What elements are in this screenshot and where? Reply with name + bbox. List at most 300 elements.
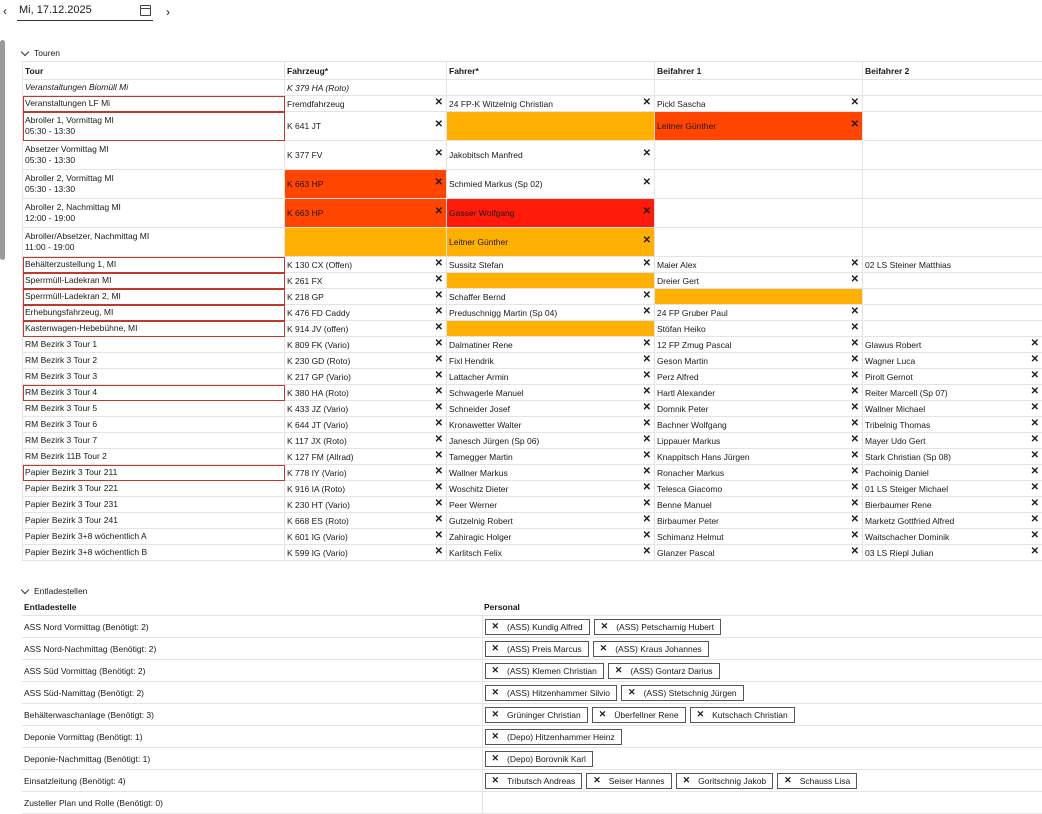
beifahrer-1-cell[interactable] <box>655 385 863 401</box>
remove-icon[interactable]: ✕ <box>1031 547 1039 557</box>
fahrer-cell[interactable] <box>447 353 655 369</box>
remove-icon[interactable]: ✕ <box>643 435 651 445</box>
remove-icon[interactable]: ✕ <box>851 451 859 461</box>
fahrer-cell[interactable] <box>447 529 655 545</box>
remove-icon[interactable]: ✕ <box>643 355 651 365</box>
remove-icon[interactable]: ✕ <box>435 467 443 477</box>
beifahrer-2-value: Pirolt Gernot <box>865 372 913 382</box>
remove-icon[interactable]: ✕ <box>628 687 636 698</box>
remove-icon[interactable]: ✕ <box>492 621 500 632</box>
fahrzeug-cell[interactable] <box>285 289 447 305</box>
fahrzeug-cell[interactable] <box>285 199 447 228</box>
column-header-beifahrer-2: Beifahrer 2 <box>863 62 1042 80</box>
tour-name-cell[interactable] <box>23 305 285 321</box>
fahrzeug-value: K 914 JV (offen) <box>287 324 348 334</box>
beifahrer-1-cell[interactable] <box>655 401 863 417</box>
fahrzeug-cell[interactable] <box>285 401 447 417</box>
fahrzeug-cell[interactable] <box>285 273 447 289</box>
remove-icon[interactable]: ✕ <box>1031 499 1039 509</box>
remove-icon[interactable]: ✕ <box>435 291 443 301</box>
personal-cell[interactable] <box>482 770 1042 792</box>
beifahrer-1-cell[interactable] <box>655 199 863 228</box>
fahrzeug-value: K 377 FV <box>287 150 322 160</box>
remove-icon[interactable]: ✕ <box>435 339 443 349</box>
personal-chip[interactable] <box>621 685 744 701</box>
remove-icon[interactable]: ✕ <box>851 259 859 269</box>
tour-name: Papier Bezirk 3+8 wöchentlich B <box>25 547 282 558</box>
fahrzeug-cell[interactable] <box>285 353 447 369</box>
remove-icon[interactable]: ✕ <box>643 483 651 493</box>
tour-name: Veranstaltungen LF Mi <box>25 98 282 109</box>
fahrzeug-cell[interactable] <box>285 305 447 321</box>
beifahrer-2-cell[interactable] <box>863 465 1042 481</box>
remove-icon[interactable]: ✕ <box>435 483 443 493</box>
personal-chip[interactable] <box>485 641 589 657</box>
fahrer-cell[interactable] <box>447 80 655 96</box>
remove-icon[interactable]: ✕ <box>435 435 443 445</box>
beifahrer-2-cell[interactable] <box>863 337 1042 353</box>
remove-icon[interactable]: ✕ <box>643 207 651 217</box>
remove-icon[interactable]: ✕ <box>643 499 651 509</box>
beifahrer-1-cell[interactable] <box>655 321 863 337</box>
beifahrer-1-cell[interactable] <box>655 369 863 385</box>
beifahrer-1-value: Glanzer Pascal <box>657 548 715 558</box>
beifahrer-2-cell[interactable] <box>863 369 1042 385</box>
remove-icon[interactable]: ✕ <box>851 355 859 365</box>
entladestelle-row <box>22 792 1042 814</box>
personal-chip[interactable] <box>592 707 686 723</box>
fahrer-cell[interactable] <box>447 449 655 465</box>
tour-name-cell[interactable] <box>23 417 285 433</box>
beifahrer-2-cell[interactable] <box>863 513 1042 529</box>
remove-icon[interactable]: ✕ <box>435 515 443 525</box>
previous-day-button[interactable]: ‹ <box>0 4 10 18</box>
fahrer-cell[interactable] <box>447 112 655 141</box>
fahrzeug-cell[interactable] <box>285 545 447 561</box>
fahrer-cell[interactable] <box>447 96 655 112</box>
beifahrer-2-value: Wallner Michael <box>865 404 925 414</box>
remove-icon[interactable]: ✕ <box>851 531 859 541</box>
fahrer-cell[interactable] <box>447 257 655 273</box>
remove-icon[interactable]: ✕ <box>1031 419 1039 429</box>
beifahrer-2-cell[interactable] <box>863 401 1042 417</box>
beifahrer-2-value: Glawus Robert <box>865 340 921 350</box>
tour-name-cell[interactable] <box>23 96 285 112</box>
beifahrer-2-cell[interactable] <box>863 433 1042 449</box>
beifahrer-2-cell[interactable] <box>863 497 1042 513</box>
remove-icon[interactable]: ✕ <box>435 419 443 429</box>
remove-icon[interactable]: ✕ <box>435 531 443 541</box>
personal-name: Grüninger Christian <box>507 710 581 720</box>
remove-icon[interactable]: ✕ <box>1031 355 1039 365</box>
remove-icon[interactable]: ✕ <box>435 355 443 365</box>
remove-icon[interactable]: ✕ <box>643 451 651 461</box>
fahrer-cell[interactable] <box>447 465 655 481</box>
fahrzeug-cell[interactable] <box>285 257 447 273</box>
personal-cell[interactable] <box>482 616 1042 638</box>
beifahrer-2-cell[interactable] <box>863 321 1042 337</box>
tour-name-cell[interactable] <box>23 385 285 401</box>
fahrer-cell[interactable] <box>447 401 655 417</box>
fahrzeug-value: K 130 CX (Offen) <box>287 260 352 270</box>
beifahrer-1-cell[interactable] <box>655 80 863 96</box>
remove-icon[interactable]: ✕ <box>492 753 500 764</box>
fahrzeug-cell[interactable] <box>285 228 447 257</box>
personal-chip[interactable] <box>594 619 721 635</box>
fahrzeug-cell[interactable] <box>285 170 447 199</box>
remove-icon[interactable]: ✕ <box>851 275 859 285</box>
beifahrer-1-value: Schimanz Helmut <box>657 532 724 542</box>
remove-icon[interactable]: ✕ <box>435 178 443 188</box>
tour-name-cell[interactable] <box>23 257 285 273</box>
beifahrer-2-cell[interactable] <box>863 417 1042 433</box>
remove-icon[interactable]: ✕ <box>851 403 859 413</box>
beifahrer-2-value: Wagner Luca <box>865 356 915 366</box>
remove-icon[interactable]: ✕ <box>643 178 651 188</box>
beifahrer-1-cell[interactable] <box>655 353 863 369</box>
beifahrer-1-cell[interactable] <box>655 305 863 321</box>
beifahrer-2-cell[interactable] <box>863 80 1042 96</box>
remove-icon[interactable]: ✕ <box>851 98 859 108</box>
fahrzeug-cell[interactable] <box>285 529 447 545</box>
tour-name: RM Bezirk 11B Tour 2 <box>25 451 282 462</box>
beifahrer-1-value: Domnik Peter <box>657 404 709 414</box>
beifahrer-1-cell[interactable] <box>655 337 863 353</box>
tour-name-cell[interactable] <box>23 481 285 497</box>
personal-chip[interactable] <box>485 707 588 723</box>
personal-chip[interactable] <box>586 773 671 789</box>
beifahrer-1-value: Ronacher Markus <box>657 468 724 478</box>
beifahrer-1-value: Hartl Alexander <box>657 388 715 398</box>
remove-icon[interactable]: ✕ <box>851 515 859 525</box>
personal-chip[interactable] <box>485 663 604 679</box>
beifahrer-1-cell[interactable] <box>655 449 863 465</box>
remove-icon[interactable]: ✕ <box>643 387 651 397</box>
beifahrer-1-cell[interactable] <box>655 141 863 170</box>
entladestellen-section-toggle[interactable] <box>22 585 87 597</box>
tour-name-cell[interactable] <box>23 545 285 561</box>
tour-row <box>23 305 1042 321</box>
remove-icon[interactable]: ✕ <box>492 775 500 786</box>
remove-icon[interactable]: ✕ <box>851 499 859 509</box>
remove-icon[interactable]: ✕ <box>601 621 609 632</box>
remove-icon[interactable]: ✕ <box>615 665 623 676</box>
calendar-icon[interactable] <box>140 5 151 16</box>
remove-icon[interactable]: ✕ <box>435 371 443 381</box>
remove-icon[interactable]: ✕ <box>851 339 859 349</box>
remove-icon[interactable]: ✕ <box>435 207 443 217</box>
personal-name: (ASS) Gontarz Darius <box>630 666 712 676</box>
tour-name-cell[interactable] <box>23 513 285 529</box>
touren-section-title: Touren <box>34 48 60 58</box>
remove-icon[interactable]: ✕ <box>643 98 651 108</box>
remove-icon[interactable]: ✕ <box>784 775 792 786</box>
tour-row <box>23 170 1042 199</box>
remove-icon[interactable]: ✕ <box>643 291 651 301</box>
personal-chip[interactable] <box>485 773 583 789</box>
tour-name-cell[interactable] <box>23 449 285 465</box>
personal-chip[interactable] <box>485 619 590 635</box>
remove-icon[interactable]: ✕ <box>643 307 651 317</box>
remove-icon[interactable]: ✕ <box>851 467 859 477</box>
beifahrer-1-cell[interactable] <box>655 96 863 112</box>
fahrzeug-cell[interactable] <box>285 321 447 337</box>
beifahrer-1-cell[interactable] <box>655 257 863 273</box>
fahrer-cell[interactable] <box>447 273 655 289</box>
tour-name-cell[interactable] <box>23 497 285 513</box>
fahrer-value: Leitner Günther <box>449 237 508 247</box>
fahrer-cell[interactable] <box>447 170 655 199</box>
fahrer-cell[interactable] <box>447 305 655 321</box>
remove-icon[interactable]: ✕ <box>1031 467 1039 477</box>
remove-icon[interactable]: ✕ <box>492 731 500 742</box>
fahrer-cell[interactable] <box>447 228 655 257</box>
tour-name-cell[interactable] <box>23 80 285 96</box>
beifahrer-2-cell[interactable] <box>863 305 1042 321</box>
tour-name-cell[interactable] <box>23 321 285 337</box>
beifahrer-2-cell[interactable] <box>863 529 1042 545</box>
fahrzeug-cell[interactable] <box>285 369 447 385</box>
remove-icon[interactable]: ✕ <box>643 403 651 413</box>
remove-icon[interactable]: ✕ <box>851 419 859 429</box>
remove-icon[interactable]: ✕ <box>697 709 705 720</box>
remove-icon[interactable]: ✕ <box>435 307 443 317</box>
fahrzeug-cell[interactable] <box>285 513 447 529</box>
tour-name-cell[interactable] <box>23 401 285 417</box>
beifahrer-2-cell[interactable] <box>863 170 1042 199</box>
personal-chip[interactable] <box>485 685 618 701</box>
remove-icon[interactable]: ✕ <box>435 259 443 269</box>
remove-icon[interactable]: ✕ <box>600 643 608 654</box>
remove-icon[interactable]: ✕ <box>435 387 443 397</box>
remove-icon[interactable]: ✕ <box>435 149 443 159</box>
fahrzeug-cell[interactable] <box>285 433 447 449</box>
fahrzeug-cell[interactable] <box>285 417 447 433</box>
tour-name-cell[interactable] <box>23 199 285 228</box>
tour-name-cell[interactable] <box>23 369 285 385</box>
fahrzeug-cell[interactable] <box>285 96 447 112</box>
remove-icon[interactable]: ✕ <box>851 323 859 333</box>
remove-icon[interactable]: ✕ <box>435 323 443 333</box>
remove-icon[interactable]: ✕ <box>643 547 651 557</box>
remove-icon[interactable]: ✕ <box>1031 403 1039 413</box>
tour-name-cell[interactable] <box>23 337 285 353</box>
beifahrer-2-cell[interactable] <box>863 112 1042 141</box>
beifahrer-1-cell[interactable] <box>655 289 863 305</box>
personal-cell[interactable] <box>482 792 1042 814</box>
fahrer-cell[interactable] <box>447 545 655 561</box>
personal-cell[interactable] <box>482 660 1042 682</box>
tour-name-cell[interactable] <box>23 112 285 141</box>
remove-icon[interactable]: ✕ <box>851 483 859 493</box>
fahrer-cell[interactable] <box>447 289 655 305</box>
chevron-down-icon <box>21 585 29 593</box>
column-header-fahrer: Fahrer* <box>447 62 655 80</box>
fahrer-cell[interactable] <box>447 369 655 385</box>
remove-icon[interactable]: ✕ <box>492 687 500 698</box>
remove-icon[interactable]: ✕ <box>851 371 859 381</box>
page-scrollbar[interactable] <box>0 40 5 260</box>
tour-name-cell[interactable] <box>23 353 285 369</box>
personal-cell[interactable] <box>482 682 1042 704</box>
beifahrer-2-cell[interactable] <box>863 96 1042 112</box>
personal-chip[interactable] <box>485 751 593 767</box>
remove-icon[interactable]: ✕ <box>643 371 651 381</box>
fahrer-cell[interactable] <box>447 481 655 497</box>
beifahrer-1-cell[interactable] <box>655 529 863 545</box>
fahrer-cell[interactable] <box>447 199 655 228</box>
fahrer-cell[interactable] <box>447 385 655 401</box>
remove-icon[interactable]: ✕ <box>643 149 651 159</box>
fahrer-cell[interactable] <box>447 513 655 529</box>
personal-chip[interactable] <box>777 773 857 789</box>
fahrer-value: Woschitz Dieter <box>449 484 508 494</box>
beifahrer-1-cell[interactable] <box>655 112 863 141</box>
fahrzeug-cell[interactable] <box>285 497 447 513</box>
beifahrer-2-cell[interactable] <box>863 353 1042 369</box>
fahrzeug-value: K 809 FK (Vario) <box>287 340 350 350</box>
remove-icon[interactable]: ✕ <box>492 709 500 720</box>
remove-icon[interactable]: ✕ <box>1031 531 1039 541</box>
tour-name-cell[interactable] <box>23 465 285 481</box>
beifahrer-1-cell[interactable] <box>655 170 863 199</box>
tour-name-cell[interactable] <box>23 289 285 305</box>
personal-chip[interactable] <box>690 707 795 723</box>
beifahrer-1-cell[interactable] <box>655 417 863 433</box>
remove-icon[interactable]: ✕ <box>683 775 691 786</box>
fahrer-cell[interactable] <box>447 337 655 353</box>
remove-icon[interactable]: ✕ <box>435 451 443 461</box>
personal-name: (ASS) Preis Marcus <box>507 644 582 654</box>
tour-name-cell[interactable] <box>23 228 285 257</box>
beifahrer-1-cell[interactable] <box>655 273 863 289</box>
remove-icon[interactable]: ✕ <box>435 499 443 509</box>
fahrer-cell[interactable] <box>447 321 655 337</box>
remove-icon[interactable]: ✕ <box>435 547 443 557</box>
beifahrer-1-cell[interactable] <box>655 545 863 561</box>
beifahrer-2-cell[interactable] <box>863 199 1042 228</box>
tour-name-cell[interactable] <box>23 141 285 170</box>
remove-icon[interactable]: ✕ <box>851 307 859 317</box>
remove-icon[interactable]: ✕ <box>643 467 651 477</box>
fahrzeug-cell[interactable] <box>285 112 447 141</box>
beifahrer-2-cell[interactable] <box>863 545 1042 561</box>
tour-name: Erhebungsfahrzeug, MI <box>25 307 282 318</box>
fahrzeug-cell[interactable] <box>285 141 447 170</box>
remove-icon[interactable]: ✕ <box>593 775 601 786</box>
tour-name-cell[interactable] <box>23 273 285 289</box>
beifahrer-2-cell[interactable] <box>863 141 1042 170</box>
beifahrer-2-value: Waitschacher Dominik <box>865 532 949 542</box>
remove-icon[interactable]: ✕ <box>1031 339 1039 349</box>
personal-cell[interactable] <box>482 748 1042 770</box>
beifahrer-2-cell[interactable] <box>863 289 1042 305</box>
tour-row <box>23 433 1042 449</box>
remove-icon[interactable]: ✕ <box>492 643 500 654</box>
tour-name-cell[interactable] <box>23 529 285 545</box>
beifahrer-1-cell[interactable] <box>655 228 863 257</box>
remove-icon[interactable]: ✕ <box>643 515 651 525</box>
beifahrer-1-cell[interactable] <box>655 465 863 481</box>
remove-icon[interactable]: ✕ <box>1031 451 1039 461</box>
personal-cell[interactable] <box>482 638 1042 660</box>
remove-icon[interactable]: ✕ <box>492 665 500 676</box>
beifahrer-1-cell[interactable] <box>655 497 863 513</box>
personal-cell[interactable] <box>482 704 1042 726</box>
fahrzeug-cell[interactable] <box>285 481 447 497</box>
remove-icon[interactable]: ✕ <box>435 275 443 285</box>
remove-icon[interactable]: ✕ <box>643 339 651 349</box>
remove-icon[interactable]: ✕ <box>643 531 651 541</box>
fahrzeug-cell[interactable] <box>285 80 447 96</box>
remove-icon[interactable]: ✕ <box>643 259 651 269</box>
personal-cell[interactable] <box>482 726 1042 748</box>
remove-icon[interactable]: ✕ <box>851 120 859 130</box>
tour-name-cell[interactable] <box>23 170 285 199</box>
beifahrer-2-cell[interactable] <box>863 257 1042 273</box>
beifahrer-2-cell[interactable] <box>863 228 1042 257</box>
remove-icon[interactable]: ✕ <box>599 709 607 720</box>
personal-chip[interactable] <box>676 773 774 789</box>
remove-icon[interactable]: ✕ <box>435 98 443 108</box>
beifahrer-2-value: Tribelnig Thomas <box>865 420 930 430</box>
fahrer-cell[interactable] <box>447 497 655 513</box>
beifahrer-1-value: Dreier Gert <box>657 276 699 286</box>
fahrzeug-cell[interactable] <box>285 337 447 353</box>
fahrzeug-cell[interactable] <box>285 449 447 465</box>
remove-icon[interactable]: ✕ <box>851 547 859 557</box>
personal-chip[interactable] <box>593 641 709 657</box>
beifahrer-2-cell[interactable] <box>863 385 1042 401</box>
remove-icon[interactable]: ✕ <box>1031 387 1039 397</box>
remove-icon[interactable]: ✕ <box>851 387 859 397</box>
remove-icon[interactable]: ✕ <box>1031 483 1039 493</box>
beifahrer-2-cell[interactable] <box>863 449 1042 465</box>
beifahrer-1-cell[interactable] <box>655 513 863 529</box>
remove-icon[interactable]: ✕ <box>435 403 443 413</box>
fahrzeug-value: K 663 HP <box>287 208 323 218</box>
fahrzeug-value: K 218 GP <box>287 292 324 302</box>
beifahrer-1-cell[interactable] <box>655 481 863 497</box>
next-day-button[interactable]: › <box>162 4 174 20</box>
date-field[interactable] <box>17 2 153 21</box>
touren-section-toggle[interactable] <box>22 47 60 59</box>
fahrer-cell[interactable] <box>447 433 655 449</box>
remove-icon[interactable]: ✕ <box>435 120 443 130</box>
personal-chip[interactable] <box>485 729 622 745</box>
remove-icon[interactable]: ✕ <box>643 419 651 429</box>
remove-icon[interactable]: ✕ <box>1031 371 1039 381</box>
tour-row <box>23 465 1042 481</box>
beifahrer-2-cell[interactable] <box>863 481 1042 497</box>
fahrzeug-cell[interactable] <box>285 385 447 401</box>
tour-name: Abroller 2, Nachmittag MI <box>25 202 282 213</box>
remove-icon[interactable]: ✕ <box>1031 515 1039 525</box>
fahrer-cell[interactable] <box>447 417 655 433</box>
beifahrer-2-cell[interactable] <box>863 273 1042 289</box>
fahrzeug-value: K 217 GP (Vario) <box>287 372 351 382</box>
beifahrer-1-cell[interactable] <box>655 433 863 449</box>
remove-icon[interactable]: ✕ <box>1031 435 1039 445</box>
fahrzeug-cell[interactable] <box>285 465 447 481</box>
fahrer-cell[interactable] <box>447 141 655 170</box>
remove-icon[interactable]: ✕ <box>643 236 651 246</box>
remove-icon[interactable]: ✕ <box>851 435 859 445</box>
tour-name: Papier Bezirk 3 Tour 211 <box>25 467 282 478</box>
tour-row <box>23 289 1042 305</box>
tour-name-cell[interactable] <box>23 433 285 449</box>
personal-chip[interactable] <box>608 663 720 679</box>
